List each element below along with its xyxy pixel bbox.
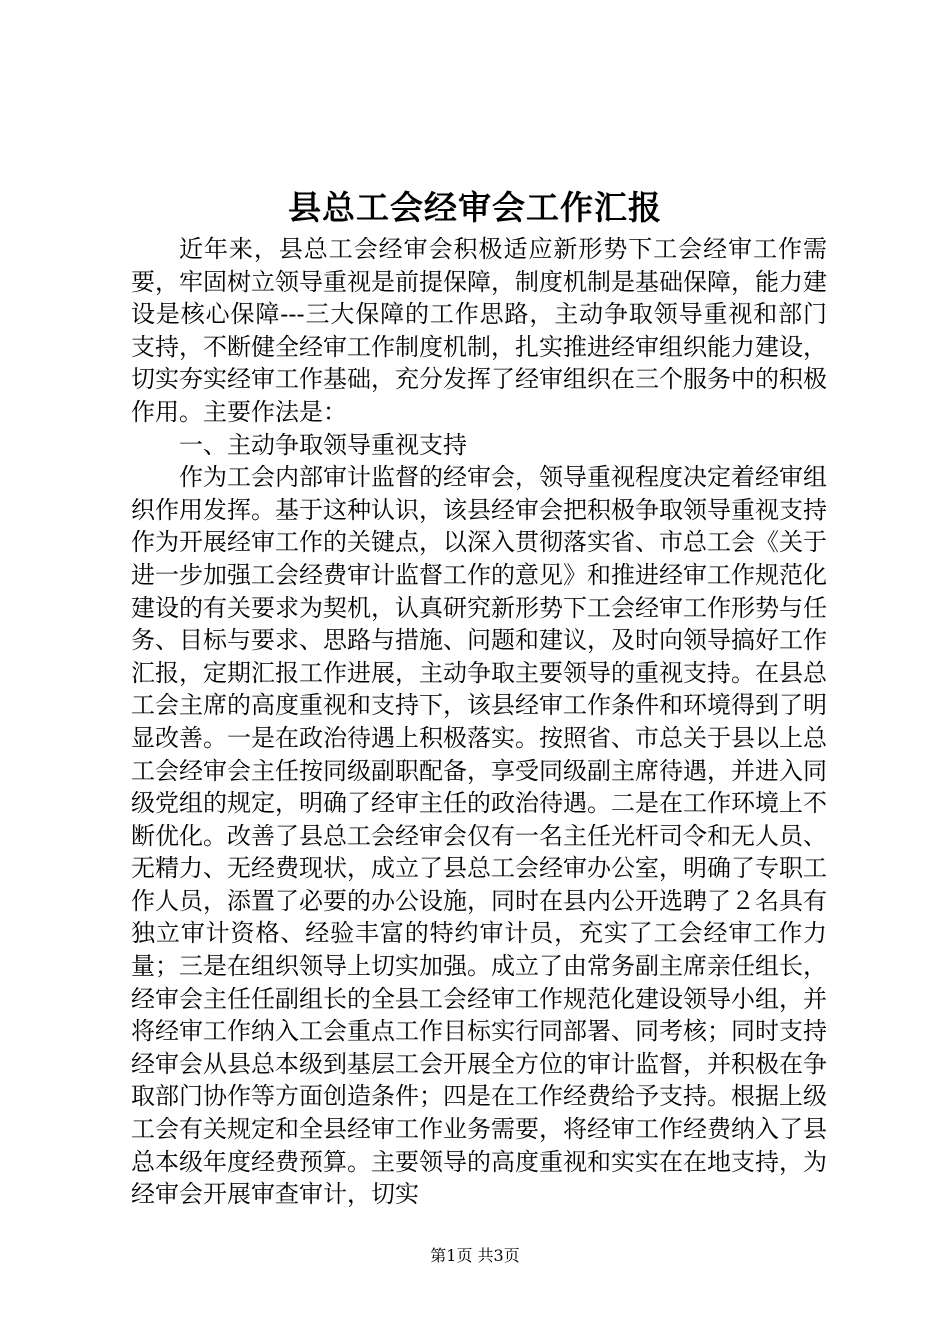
page-footer: 第1页 共3页 xyxy=(430,1246,520,1265)
paragraph-section-1: 作为工会内部审计监督的经审会，领导重视程度决定着经审组织作用发挥。基于这种认识，该县经审会把积极争取领导重视支持作为开展经审工作的关键点，以深入贯彻落实省、市总工会《关于进一步加强工会经费审计监督工作的意见》和推进经审工作规范化建设的有关要求为契机，认真研究新形势下工会经审工作形势与任务、目标与要求、思路与措施、问题和建议，及时向领导搞好工作汇报，定期汇报工作进展，主动争取主要领导的重视支持。在县总工会主席的高度重视和支持下，该县经审工作条件和环境得到了明显改善。一是在政治待遇上积极落实。按照省、市总关于县以上总工会经审会主任按同级副职配备，享受同级副主席待遇，并进入同级党组的规定，明确了经审主任的政治待遇。二是在工作环境上不断优化。改善了县总工会经审会仅有一名主任光杆司令和无人员、无精力、无经费现状，成立了县总工会经审办公室，明确了专职工作人员，添置了必要的办公设施，同时在县内公开选聘了２名具有独立审计资格、经验丰富的特约审计员，充实了工会经审工作力量；三是在组织领导上切实加强。成立了由常务副主席亲任组长，经审会主任任副组长的全县工会经审工作规范化建设领导小组，并将经审工作纳入工会重点工作目标实行同部署、同考核；同时支持经审会从县总本级到基层工会开展全方位的审计监督，并积极在争取部门协作等方面创造条件；四是在工作经费给予支持。根据上级工会有关规定和全县经审工作业务需要，将经审工作经费纳入了县总本级年度经费预算。主要领导的高度重视和实实在在地支持，为经审会开展审查审计，切实 xyxy=(131,463,827,1209)
document-title: 县总工会经审会工作汇报 xyxy=(288,188,662,227)
document-body xyxy=(131,233,827,1211)
paragraph-intro: 近年来，县总工会经审会积极适应新形势下工会经审工作需要，牢固树立领导重视是前提保障，制度机制是基础保障，能力建设是核心保障---三大保障的工作思路，主动争取领导重视和部门支持，不断健全经审工作制度机制，扎实推进经审组织能力建设，切实夯实经审工作基础，充分发挥了经审组织在三个服务中的积极作用。主要作法是： xyxy=(131,235,827,426)
section-heading-1: 一、主动争取领导重视支持 xyxy=(179,430,467,459)
